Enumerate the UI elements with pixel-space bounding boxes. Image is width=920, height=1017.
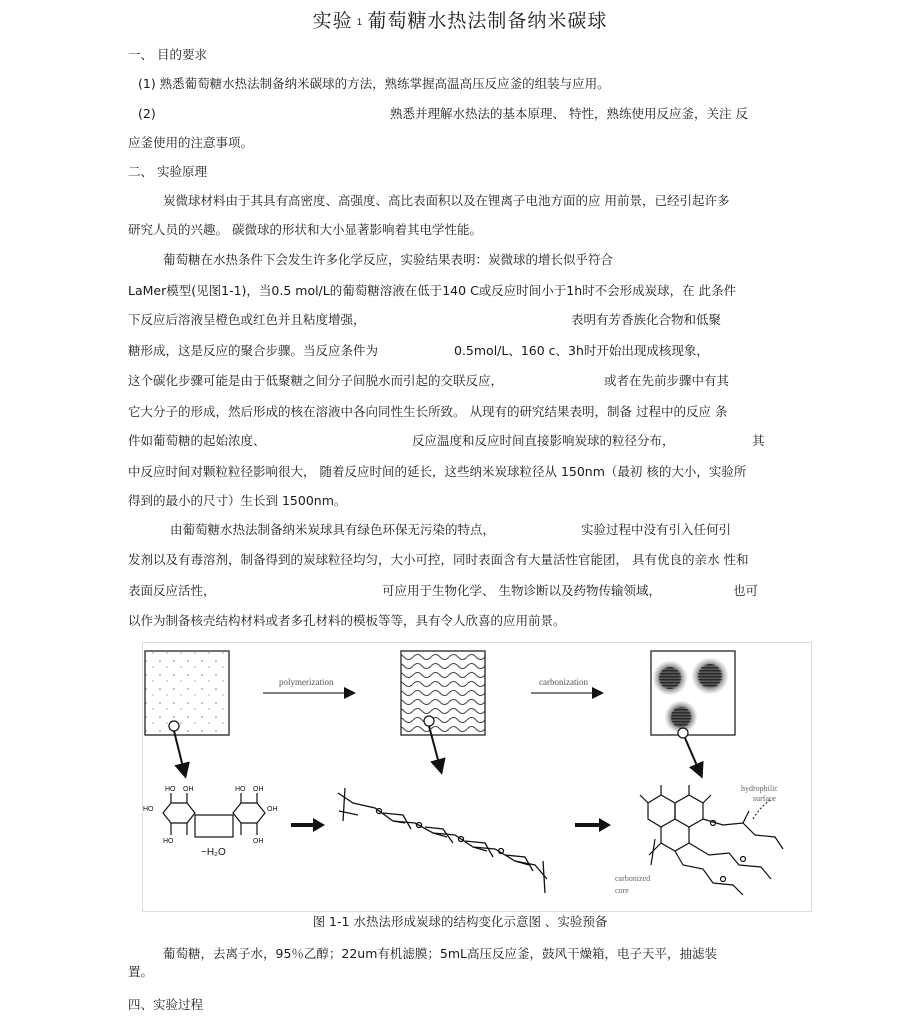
aim-item-1: (1) 熟悉葡萄糖水热法制备纳米碳球的方法，熟练掌握高温高压反应釜的组装与应用。 <box>138 76 610 91</box>
para2-line2: LaMer模型(见图1-1)，当0.5 mol/L的葡萄糖溶液在低于140 C或反应时间小于1h时不会形成炭球，在 此条件 <box>128 283 737 298</box>
materials-line1: 葡萄糖，去离子水，95％乙醇；22um有机滤膜；5mL高压反应釜，鼓风干燥箱，电子天平，抽滤装 <box>163 946 718 961</box>
svg-text:OH: OH <box>253 838 264 845</box>
para2-line3a: 下反应后溶液呈橙色或红色并且粘度增强， <box>128 312 366 327</box>
core-label: core <box>615 886 629 895</box>
para2-line7a: 件如葡萄糖的起始浓度、 <box>128 433 266 448</box>
carbonized-label: carbonized <box>615 874 651 883</box>
carbonization-label: carbonization <box>539 677 588 687</box>
section-2-heading: 二、 实验原理 <box>128 164 207 179</box>
carbon-sphere-core-3 <box>671 707 691 727</box>
para2-line4b: 0.5mol/L、160 c、3h时开始出现成核现象， <box>454 343 709 358</box>
svg-text:HO: HO <box>235 786 246 793</box>
para3-line3c: 也可 <box>733 583 759 598</box>
svg-text:HO: HO <box>143 806 154 813</box>
figure-1-1 <box>142 642 812 912</box>
para2-line5b: 或者在先前步骤中有其 <box>604 373 730 388</box>
svg-text:OH: OH <box>267 806 278 813</box>
para2-line9: 得到的最小的尺寸）生长到 1500nm。 <box>128 493 347 508</box>
para2-line7b: 反应温度和反应时间直接影响炭球的粒径分布， <box>412 433 675 448</box>
glucose-molecules <box>163 793 265 837</box>
polymerization-label: polymerization <box>279 677 334 687</box>
para3-line3b: 可应用于生物化学、 生物诊断以及药物传输领域， <box>382 583 661 598</box>
section-1-heading: 一、 目的要求 <box>128 47 207 62</box>
para3-line4: 以作为制备核壳结构材料或者多孔材料的模板等等，具有令人欣喜的应用前景。 <box>128 613 566 628</box>
para1-line2: 研究人员的兴趣。 碳微球的形状和大小显著影响着其电学性能。 <box>128 222 482 237</box>
para2-line3b: 表明有芳香族化合物和低聚 <box>571 312 722 327</box>
glucose-solution-panel <box>145 651 229 735</box>
hydrophilic-label: hydrophilic <box>741 784 778 793</box>
svg-text:OH: OH <box>253 786 264 793</box>
aim-item-2-text: 熟悉并理解水热法的基本原理、 特性，熟练使用反应釜，关注 反 <box>390 106 748 121</box>
polymer-zoom-marker <box>424 716 434 726</box>
para1-line1: 炭微球材料由于其具有高密度、高强度、高比表面积以及在锂离子电池方面的应 用前景，已经引起许多 <box>163 193 730 208</box>
figure-caption: 图 1-1 水热法形成炭球的结构变化示意图 、实验预备 <box>312 914 608 929</box>
polymer-chain <box>338 788 547 893</box>
carbon-sphere-core-2 <box>698 664 722 688</box>
zoom-arrow-3 <box>685 738 701 775</box>
surface-label: surface <box>753 794 777 803</box>
title-prefix: 实验 <box>312 10 353 32</box>
section-4-heading: 四、实验过程 <box>128 997 204 1012</box>
reaction-arrow-2 <box>575 818 611 832</box>
aim-item-2-number: (2) <box>138 106 156 121</box>
sphere-zoom-marker <box>678 728 688 738</box>
materials-line2: 置。 <box>128 964 154 979</box>
svg-text:HO: HO <box>165 786 176 793</box>
svg-text:OH: OH <box>183 786 194 793</box>
title-number: 1 <box>356 18 364 28</box>
water-elimination-label: −H₂O <box>201 847 226 858</box>
page-title <box>0 6 920 33</box>
para2-line1: 葡萄糖在水热条件下会发生许多化学反应，实验结果表明：炭微球的增长似乎符合 <box>163 252 614 267</box>
figure-diagram <box>143 643 811 911</box>
para2-line6: 它大分子的形成，然后形成的核在溶液中各向同性生长所致。 从现有的研究结果表明，制备 过程中的反应 条 <box>128 404 728 419</box>
para2-line8: 中反应时间对颗粒粒径影响很大， 随着反应时间的延长，这些纳米炭球粒径从 150nm（最初 核的大小，实验所 <box>128 464 747 479</box>
para2-line4a: 糖形成，这是反应的聚合步骤。当反应条件为 <box>128 343 379 358</box>
para3-line3a: 表面反应活性， <box>128 583 216 598</box>
para3-line1a: 由葡萄糖水热法制备纳米炭球具有绿色环保无污染的特点， <box>170 522 496 537</box>
para2-line5a: 这个碳化步骤可能是由于低聚糖之间分子间脱水而引起的交联反应， <box>128 373 504 388</box>
para3-line1b: 实验过程中没有引入任何引 <box>581 522 732 537</box>
carbon-sphere-core-1 <box>659 667 681 689</box>
zoom-arrow-1 <box>174 731 185 775</box>
svg-text:HO: HO <box>163 838 174 845</box>
para3-line2: 发剂以及有毒溶剂，制备得到的炭球粒径均匀，大小可控，同时表面含有大量活性官能团， 具有优良的亲水 性和 <box>128 552 749 567</box>
polymer-panel <box>401 651 485 735</box>
aim-item-2-cont: 应釜使用的注意事项。 <box>128 135 254 150</box>
title-main: 葡萄糖水热法制备纳米碳球 <box>367 10 608 32</box>
para2-line7c: 其 <box>752 433 765 448</box>
reaction-arrow-1 <box>291 818 325 832</box>
